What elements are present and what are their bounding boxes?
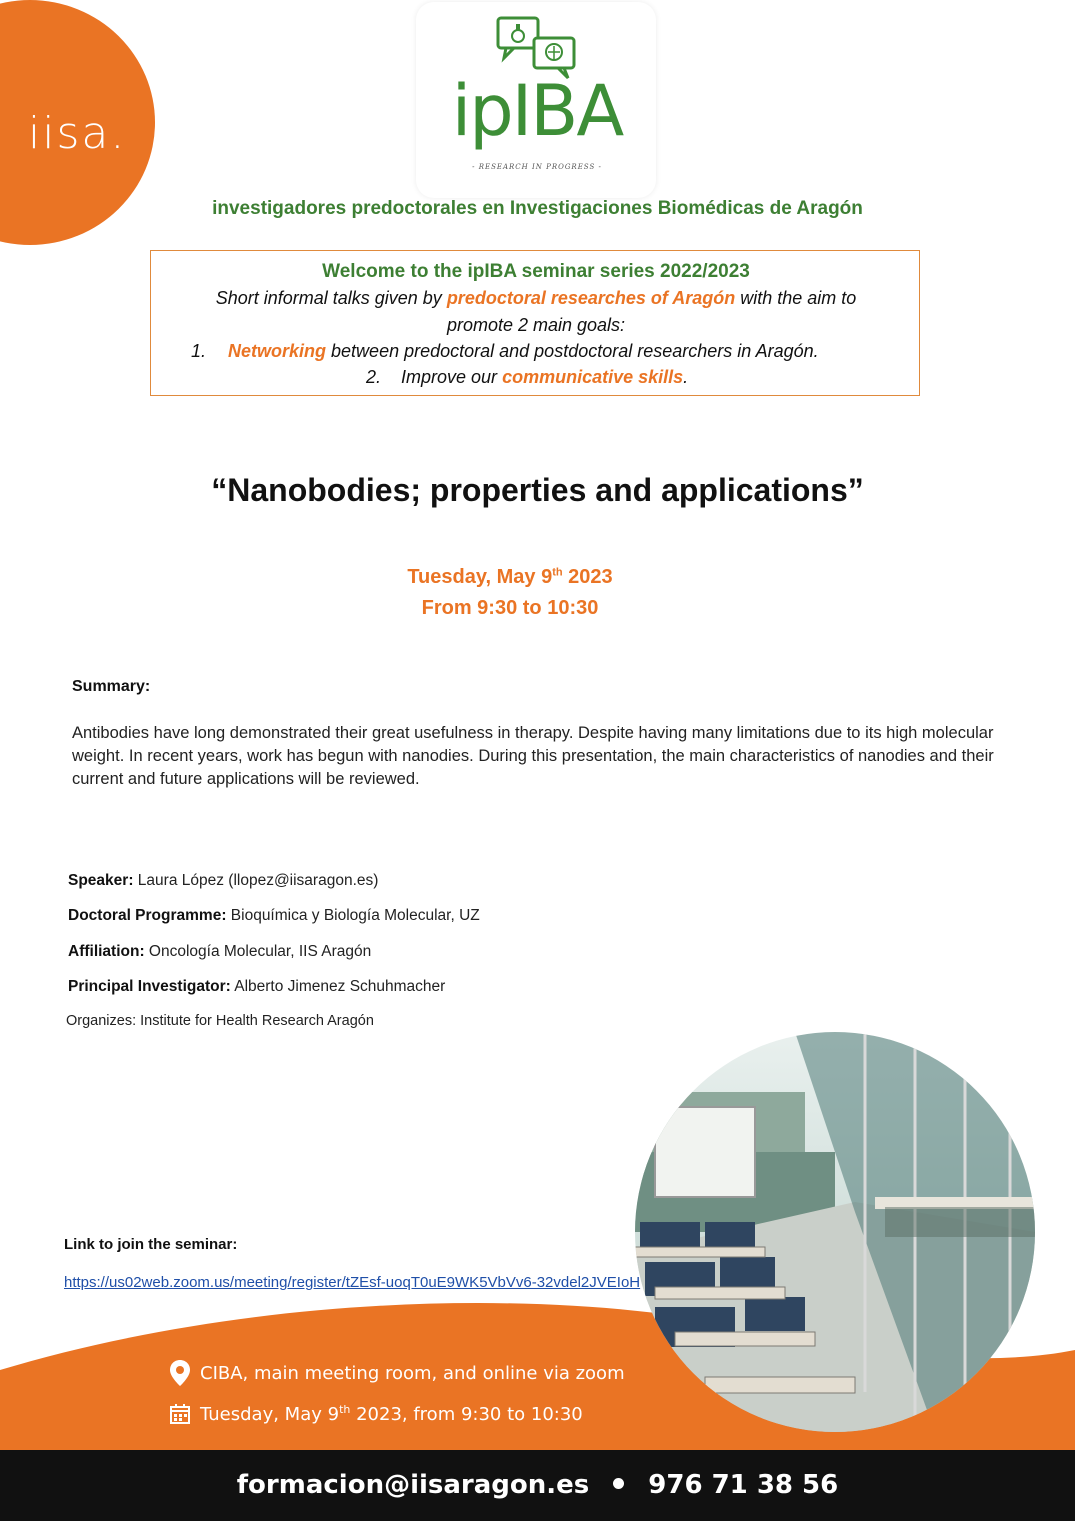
location-pin-icon bbox=[170, 1360, 190, 1386]
datetime-post: 2023, from 9:30 to 10:30 bbox=[350, 1404, 583, 1425]
location-line bbox=[170, 1360, 625, 1386]
contact-email[interactable]: formacion@iisaragon.es bbox=[236, 1470, 590, 1500]
iisa-logo-text: iisa. bbox=[28, 108, 127, 159]
talk-date-year: 2023 bbox=[562, 566, 613, 588]
affiliation-value: Oncología Molecular, IIS Aragón bbox=[144, 943, 372, 960]
datetime-line bbox=[170, 1403, 583, 1425]
contact-phone[interactable]: 976 71 38 56 bbox=[648, 1470, 839, 1500]
organizes-line bbox=[66, 1013, 374, 1029]
welcome-line-1 bbox=[151, 288, 921, 309]
speaker-value: Laura López (llopez@iisaragon.es) bbox=[133, 872, 379, 889]
talk-date-pre: Tuesday, May 9 bbox=[407, 566, 553, 588]
summary-text: Antibodies have long demonstrated their great usefulness in therapy. Despite having many limitations due to its high molecular weight. In recent years, work has begun with nanodies. During this presentation, the main characteristics of nanodies and their current and future applications will be reviewed. bbox=[72, 724, 994, 788]
goal-1-emphasis: Networking bbox=[228, 341, 327, 361]
goal-2 bbox=[366, 367, 886, 388]
talk-title: “Nanobodies; properties and applications” bbox=[211, 472, 864, 508]
affiliation-line bbox=[68, 943, 371, 961]
ipiba-logo-text: ipIBA bbox=[451, 70, 623, 152]
welcome-line-2: promote 2 main goals: bbox=[446, 315, 626, 335]
link-label: Link to join the seminar: bbox=[64, 1236, 238, 1253]
welcome-box bbox=[150, 250, 920, 396]
investigator-label: Principal Investigator: bbox=[68, 978, 231, 995]
ipiba-tagline: - RESEARCH IN PROGRESS - bbox=[472, 163, 602, 171]
zoom-registration-link[interactable]: https://us02web.zoom.us/meeting/register/tZEsf-uoqT0uE9WK5VbVv6-32vdel2JVEIoH bbox=[64, 1274, 641, 1291]
datetime-text bbox=[200, 1403, 583, 1425]
datetime-sup: th bbox=[339, 1403, 351, 1416]
organizes-label: Organizes: bbox=[66, 1013, 137, 1029]
welcome-title: Welcome to the ipIBA seminar series 2022/2023 bbox=[322, 261, 750, 282]
investigator-line bbox=[68, 978, 445, 996]
goal-2-post: . bbox=[683, 367, 689, 387]
goal-2-pre: Improve our bbox=[401, 367, 503, 387]
speaker-line bbox=[68, 872, 378, 890]
goal-1 bbox=[191, 341, 891, 362]
affiliation-label: Affiliation: bbox=[68, 943, 145, 960]
organization-subtitle: investigadores predoctorales en Investigaciones Biomédicas de Aragón bbox=[212, 198, 863, 219]
investigator-value: Alberto Jimenez Schuhmacher bbox=[230, 978, 446, 995]
datetime-pre: Tuesday, May 9 bbox=[200, 1404, 340, 1425]
welcome-line-1-post: with the aim to bbox=[735, 288, 857, 308]
welcome-line-1-pre: Short informal talks given by bbox=[215, 288, 447, 308]
goal-2-number: 2. bbox=[366, 367, 382, 387]
goal-1-number: 1. bbox=[191, 341, 207, 361]
programme-line bbox=[68, 907, 480, 925]
calendar-icon bbox=[170, 1404, 190, 1424]
programme-label: Doctoral Programme: bbox=[68, 907, 227, 924]
goal-2-emphasis: communicative skills bbox=[502, 367, 684, 387]
seminar-room-photo bbox=[635, 1032, 1035, 1432]
goal-1-text: between predoctoral and postdoctoral researchers in Aragón. bbox=[326, 341, 819, 361]
talk-date-sup: th bbox=[552, 566, 563, 579]
separator-dot-icon bbox=[613, 1478, 624, 1489]
organizes-value: Institute for Health Research Aragón bbox=[136, 1013, 374, 1029]
speaker-label: Speaker: bbox=[68, 872, 134, 889]
programme-value: Bioquímica y Biología Molecular, UZ bbox=[226, 907, 480, 924]
location-text: CIBA, main meeting room, and online via zoom bbox=[200, 1362, 625, 1384]
talk-date bbox=[300, 566, 720, 589]
welcome-line-1-emphasis: predoctoral researches of Aragón bbox=[446, 288, 736, 308]
summary-label: Summary: bbox=[72, 678, 151, 695]
contact-info bbox=[0, 1470, 1075, 1500]
talk-time: From 9:30 to 10:30 bbox=[421, 597, 599, 619]
